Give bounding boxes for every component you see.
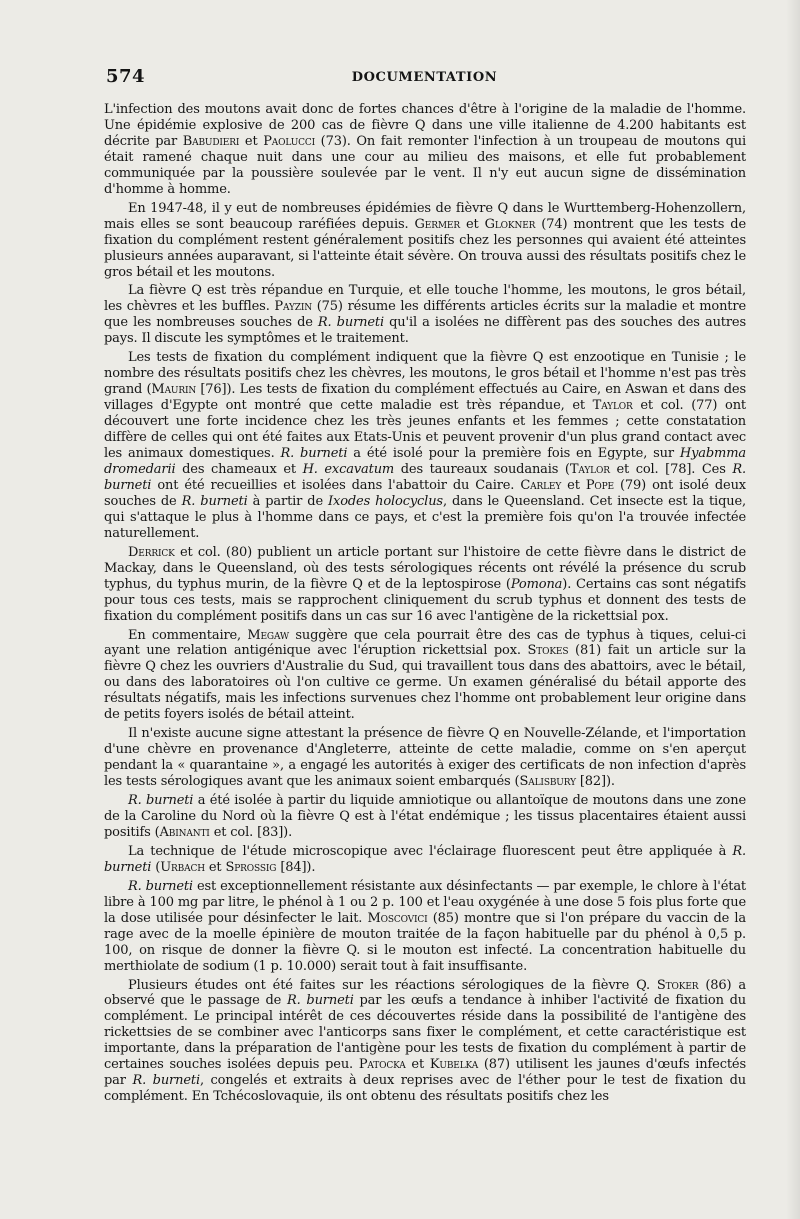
italic-term: Pomona: [510, 576, 563, 592]
paragraph: [104, 201, 746, 281]
paragraph: [104, 978, 746, 1106]
text-run: et: [405, 1057, 430, 1073]
author-name: Derrick: [128, 544, 175, 560]
text-run: ont été recueillies et isolées dans l'abattoir du Caire.: [151, 477, 521, 493]
text-run: (87) utilisent les jaunes d'œufs infectés par: [104, 1057, 746, 1089]
author-name: Babudieri: [182, 133, 240, 149]
author-name: Stoker: [656, 977, 699, 993]
text-run: [84]).: [276, 859, 316, 875]
italic-term: R. burneti: [128, 878, 193, 894]
text-run: qu'il a isolées ne diffèrent pas des souches des autres pays. Il discute les symptômes et le traitement.: [104, 315, 746, 347]
author-name: Carley: [520, 477, 562, 493]
text-run: (74) montrent que les tests de fixation du complément restent généralement positifs chez les personnes qui avaient été atteintes plusieurs années auparavant, si l'atteinte était sévère. On trouva aussi des résultats positifs chez le gros bétail et les moutons.: [104, 216, 746, 280]
text-run: et: [204, 859, 226, 875]
text-run: est exceptionnellement résistante aux désinfectants — par exemple, le chlore à l'état libre à 100 mg par litre, le phénol à 1 ou 2 p. 100 et l'eau oxygénée à une dose 5 fois plus forte que la dose utilisée pour désinfecter le lait.: [104, 878, 746, 926]
italic-term: R. burneti: [181, 493, 248, 509]
text-run: et: [561, 477, 586, 493]
text-run: et col. [83]).: [209, 824, 293, 840]
author-name: Moscovici: [367, 910, 428, 926]
text-run: ). Certains cas sont négatifs pour tous ces tests, mais se rapprochent cliniquement du scrub typhus et donnent des tests de fixation du complément positifs dans un cas sur 16 avec l'antigène de la rickettsial pox.: [104, 576, 746, 624]
text-run: et col. [78]. Ces: [609, 461, 733, 477]
paragraph: [104, 879, 746, 975]
author-name: Paolucci: [263, 133, 316, 149]
paragraph: [104, 726, 746, 790]
text-run: Plusieurs études ont été faites sur les réactions sérologiques de la fièvre Q.: [128, 977, 657, 993]
paragraph: [104, 793, 746, 841]
text-run: En 1947-48, il y eut de nombreuses épidémies de fièvre Q dans le Wurttemberg-Hohenzollern, mais elles se sont beaucoup raréfiées depuis.: [104, 200, 746, 232]
text-run: a été isolée à partir du liquide amniotique ou allantoïque de moutons dans une zone de la Caroline du Nord où la fièvre Q est à l'état endémique ; les tissus placentaires étaient aussi positifs (: [104, 793, 746, 840]
paragraph: [104, 844, 746, 876]
author-name: Maurin: [151, 382, 197, 398]
text-run: des chameaux et: [175, 461, 303, 477]
page-number: 574: [106, 66, 146, 87]
text-run: et: [459, 216, 485, 232]
text-run: , congelés et extraits à deux reprises avec de l'éther pour le test de fixation du complément. En Tchécoslovaquie, ils ont obtenu des résultats positifs chez les: [104, 1073, 746, 1105]
text-run: suggère que cela pourrait être des cas de typhus à tiques, celui-ci ayant une relation antigénique avec l'éruption rickettsial pox.: [104, 627, 746, 659]
italic-term: Hyabmma dromedarii: [104, 446, 746, 477]
author-name: Abinanti: [159, 824, 210, 840]
author-name: Glokner: [484, 216, 536, 232]
author-name: Kubelka: [429, 1057, 479, 1073]
author-name: Sprossig: [225, 859, 277, 875]
author-name: Stokes: [527, 643, 569, 659]
text-run: des taureaux soudanais (: [394, 461, 570, 477]
page-header: [104, 66, 745, 90]
text-run: et col. (77) ont découvert une forte incidence chez les très jeunes enfants et les femmes ; cette constatation diffère de celles qui ont été faites aux Etats-Unis et peuvent provenir d'un plus grand contact avec les animaux domestiques.: [104, 398, 747, 462]
italic-term: R. burneti: [132, 1073, 200, 1089]
italic-term: R. burneti: [280, 446, 348, 462]
paragraph: [104, 102, 746, 198]
author-name: Patocka: [358, 1057, 406, 1073]
italic-term: H. excavatum: [302, 461, 395, 477]
italic-term: R. burneti: [317, 315, 384, 331]
author-name: Taylor: [592, 398, 633, 414]
text-run: , dans le Queensland. Cet insecte est la tique, qui s'attaque le plus à l'homme dans ce pays, et c'est la première fois qu'on l'a trouvée infectée naturellement.: [104, 493, 746, 541]
text-run: En commentaire,: [128, 627, 248, 643]
text-run: et: [239, 133, 264, 149]
text-run: à partir de: [247, 493, 329, 509]
page-edge-shadow: [786, 0, 800, 1219]
paragraph: [104, 628, 746, 724]
italic-term: Ixodes holocyclus: [328, 493, 443, 509]
text-run: Les tests de fixation du complément indiquent que la fièvre Q est enzootique en Tunisie ; le nombre des résultats positifs chez les chèvres, les moutons, le gros bétail et l'homme n'est pas très grand (: [104, 350, 746, 398]
running-head: DOCUMENTATION: [351, 70, 498, 85]
paragraph: [104, 350, 746, 541]
text-run: [76]). Les tests de fixation du complément effectués au Caire, en Aswan et dans des villages d'Egypte ont montré que cette maladie est très répandue, et: [104, 382, 746, 414]
text-run: La fièvre Q est très répandue en Turquie, et elle touche l'homme, les moutons, le gros bétail, les chèvres et les buffles.: [104, 283, 746, 315]
author-name: Salisbury: [519, 774, 576, 790]
italic-term: R. burneti: [128, 793, 194, 809]
body-text: [104, 102, 746, 1105]
text-run: [82]).: [575, 774, 615, 790]
text-run: L'infection des moutons avait donc de fortes chances d'être à l'origine de la maladie de l'homme. Une épidémie explosive de 200 cas de fièvre Q dans une ville italienne de 4.200 habitants est décrite par: [104, 102, 746, 149]
text-run: (: [151, 859, 161, 875]
paragraph: [104, 545, 746, 625]
text-run: a été isolé pour la première fois en Egypte, sur: [347, 446, 680, 462]
author-name: Megaw: [247, 627, 290, 643]
paragraph: [104, 283, 746, 347]
author-name: Taylor: [569, 461, 610, 477]
text-run: La technique de l'étude microscopique avec l'éclairage fluorescent peut être appliquée à: [128, 843, 733, 859]
text-run: Il n'existe aucune signe attestant la présence de fièvre Q en Nouvelle-Zélande, et l'importation d'une chèvre en provenance d'Angleterre, atteinte de cette maladie, comme on s'en aperçut pendant la « quarantaine », a engagé les autorités à exiger des certificats de non infection d'après les tests sérologiques avant que les animaux soient embarqués (: [104, 726, 746, 790]
italic-term: R. burneti: [287, 993, 354, 1009]
text-run: (85) montre que si l'on prépare du vaccin de la rage avec de la moelle épinière de mouton traitée de la façon habituelle par du phénol à 0,5 p. 100, on risque de donner la fièvre Q. si le mouton est infecté. La concentration habituelle du merthiolate de sodium (1 p. 10.000) serait tout à fait insuffisante.: [104, 910, 746, 974]
author-name: Germer: [414, 216, 460, 232]
text-run: par les œufs a tendance à inhiber l'activité de fixation du complément. Le principal intérêt de ces découvertes réside dans la possibilité de l'antigène des rickettsies de se combiner avec l'anticorps sans fixer le complément, et cette caractéristique est importante, dans la préparation de l'antigène pour les tests de fixation du complément à partir de certaines souches isolées depuis peu.: [104, 993, 746, 1073]
text-run: et col. (80) publient un article portant sur l'histoire de cette fièvre dans le district de Mackay, dans le Queensland, où des tests sérologiques récents ont révélé la présence du scrub typhus, du typhus murin, de la fièvre Q et de la leptospirose (: [104, 544, 746, 592]
text-run: (73). On fait remonter l'infection à un troupeau de moutons qui était ramené chaque nuit dans une cour au milieu des maisons, et elle fut probablement communiquée par la poussière soulevée par le vent. Il n'y eut aucun signe de dissémination d'homme à homme.: [104, 133, 746, 197]
italic-term: R. burneti: [104, 843, 746, 875]
author-name: Pope: [585, 477, 614, 493]
author-name: Payzin: [274, 299, 313, 315]
text-run: (81) fait un article sur la fièvre Q chez les ouvriers d'Australie du Sud, qui travaillent tous dans des abattoirs, avec le bétail, ou dans des laboratoires où l'on cultive ce germe. Un examen généralisé du bétail apporte des résultats négatifs, mais les infections survenues chez l'homme ont probablement leur origine dans de petits foyers isolés de bétail atteint.: [104, 643, 746, 723]
italic-term: R. burneti: [104, 461, 746, 493]
text-run: (79) ont isolé deux souches de: [104, 477, 746, 509]
text-run: (75) résume les différents articles écrits sur la maladie et montre que les nombreuses souches de: [104, 299, 746, 331]
author-name: Urbach: [160, 859, 205, 875]
text-run: (86) a observé que le passage de: [104, 977, 746, 1009]
